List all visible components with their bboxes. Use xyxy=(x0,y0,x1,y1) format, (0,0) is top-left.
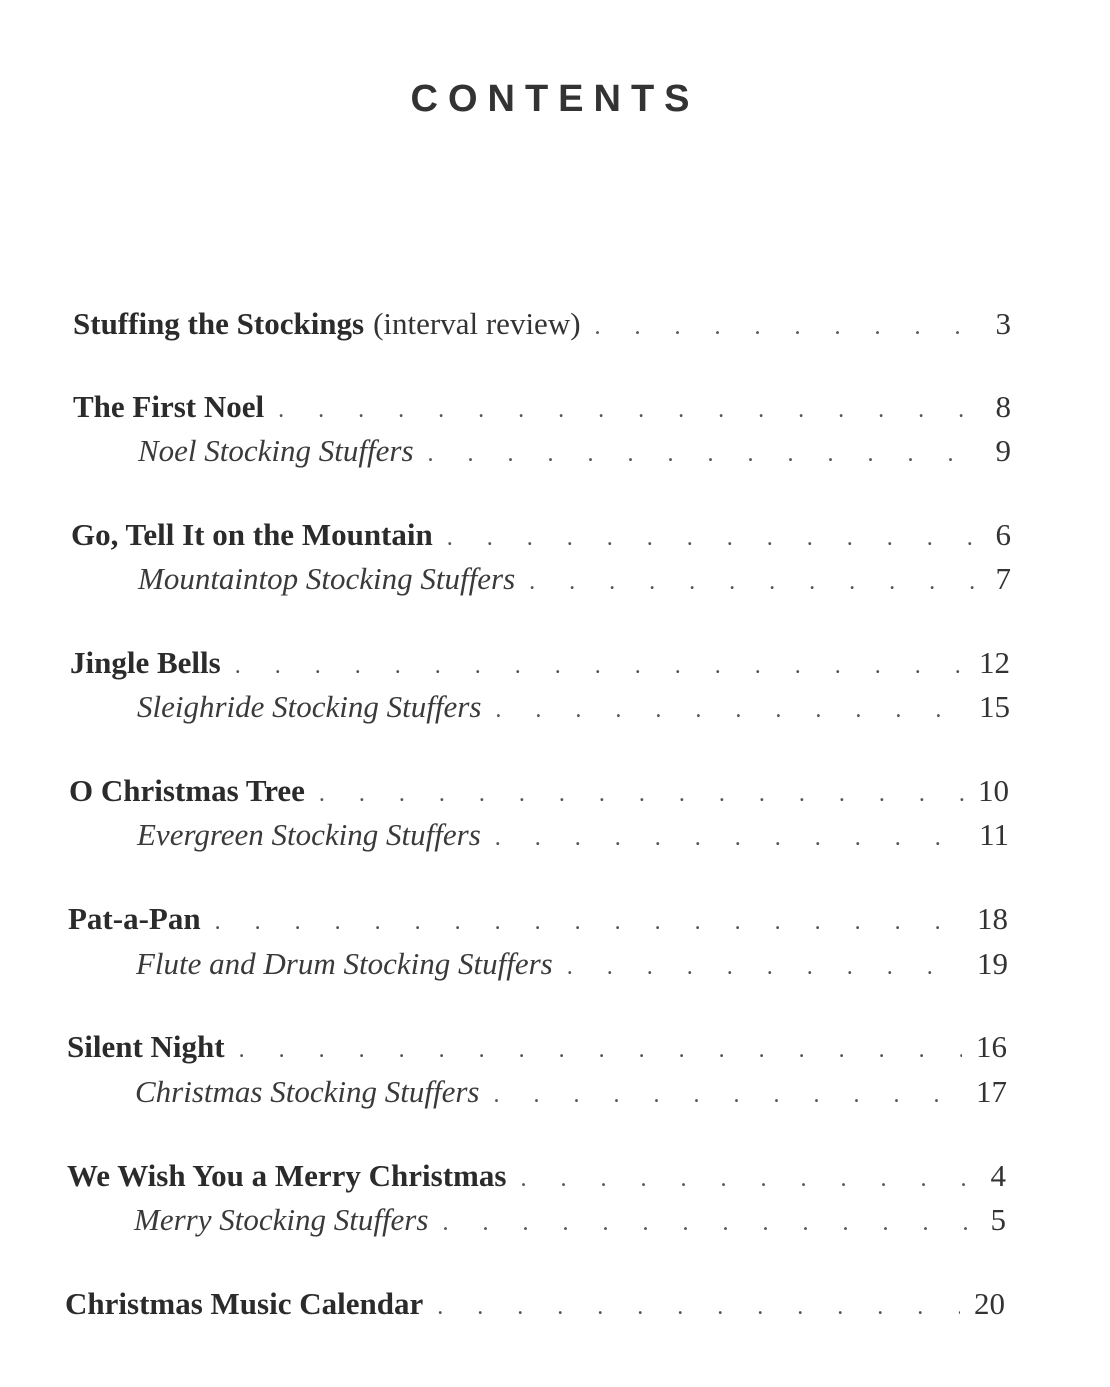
toc-subentry-christmas-stocking-stuffers xyxy=(135,1072,1007,1115)
toc-entry-page-number: 3 xyxy=(995,306,1011,341)
toc-subentry-sleighride-stocking-stuffers xyxy=(137,687,1010,730)
dot-leader xyxy=(567,947,963,987)
toc-entry-page-number: 12 xyxy=(979,645,1010,680)
toc-subentry-mountaintop-stocking-stuffers xyxy=(138,559,1011,602)
toc-entry-jingle-bells xyxy=(70,643,1010,686)
toc-subentry-flute-and-drum-stocking-stuffers xyxy=(136,944,1008,987)
toc-subentry-title: Christmas Stocking Stuffers xyxy=(135,1074,480,1109)
dot-leader xyxy=(442,1203,976,1243)
toc-subentry-page-number: 11 xyxy=(979,817,1009,852)
page-title: CONTENTS xyxy=(410,78,700,120)
dot-leader xyxy=(493,1075,962,1115)
toc-entry-page-number: 4 xyxy=(990,1158,1006,1193)
dot-leader xyxy=(495,690,965,730)
toc-entry-title: Stuffing the Stockings xyxy=(73,306,365,341)
toc-subentry-title: Sleighride Stocking Stuffers xyxy=(137,689,482,724)
toc-subentry-page-number: 5 xyxy=(990,1202,1006,1237)
toc-subentry-title: Mountaintop Stocking Stuffers xyxy=(138,561,516,596)
toc-subentry-page-number: 19 xyxy=(977,946,1008,981)
toc-entry-page-number: 20 xyxy=(974,1286,1005,1321)
dot-leader xyxy=(437,1287,960,1327)
toc-entry-o-christmas-tree xyxy=(69,771,1009,814)
toc-entry-page-number: 16 xyxy=(976,1029,1007,1064)
toc-subentry-page-number: 9 xyxy=(995,433,1011,468)
toc-subentry-merry-stocking-stuffers xyxy=(134,1200,1006,1243)
toc-subentry-page-number: 17 xyxy=(976,1074,1007,1109)
toc-entry-page-number: 8 xyxy=(995,389,1011,424)
dot-leader xyxy=(215,902,963,942)
toc-subentry-title: Evergreen Stocking Stuffers xyxy=(137,817,481,852)
toc-entry-pat-a-pan xyxy=(68,899,1008,942)
toc-entry-page-number: 10 xyxy=(978,773,1009,808)
toc-subentry-title: Noel Stocking Stuffers xyxy=(138,433,414,468)
dot-leader xyxy=(239,1030,962,1070)
toc-entry-christmas-music-calendar xyxy=(65,1284,1005,1327)
toc-entry-title: We Wish You a Merry Christmas xyxy=(67,1158,507,1193)
dot-leader xyxy=(447,518,982,558)
toc-entry-title: Go, Tell It on the Mountain xyxy=(71,517,433,552)
dot-leader xyxy=(278,390,981,430)
toc-entry-note: (interval review) xyxy=(373,306,581,341)
dot-leader xyxy=(520,1159,976,1199)
toc-entry-we-wish-you-a-merry-christmas xyxy=(67,1156,1006,1199)
dot-leader xyxy=(428,434,982,474)
toc-entry-title: Christmas Music Calendar xyxy=(65,1286,424,1321)
toc-subentry-title: Merry Stocking Stuffers xyxy=(134,1202,429,1237)
toc-entry-title: O Christmas Tree xyxy=(69,773,305,808)
toc-entry-page-number: 6 xyxy=(995,517,1011,552)
toc-entry-stuffing-the-stockings xyxy=(73,304,1011,347)
toc-entry-go-tell-it-on-the-mountain xyxy=(71,515,1011,558)
toc-subentry-evergreen-stocking-stuffers xyxy=(137,815,1009,858)
toc-entry-silent-night xyxy=(67,1027,1007,1070)
toc-entry-title: Jingle Bells xyxy=(70,645,221,680)
toc-subentry-page-number: 15 xyxy=(979,689,1010,724)
dot-leader xyxy=(529,562,981,602)
dot-leader xyxy=(319,774,964,814)
toc-entry-title: Silent Night xyxy=(67,1029,225,1064)
dot-leader xyxy=(495,818,965,858)
toc-entry-title: Pat-a-Pan xyxy=(68,901,201,936)
toc-entry-title: The First Noel xyxy=(73,389,265,424)
toc-subentry-noel-stocking-stuffers xyxy=(138,431,1011,474)
toc-subentry-title: Flute and Drum Stocking Stuffers xyxy=(136,946,553,981)
dot-leader xyxy=(235,646,965,686)
toc-entry-page-number: 18 xyxy=(977,901,1008,936)
toc-subentry-page-number: 7 xyxy=(995,561,1011,596)
dot-leader xyxy=(595,307,982,347)
toc-entry-the-first-noel xyxy=(73,387,1011,430)
